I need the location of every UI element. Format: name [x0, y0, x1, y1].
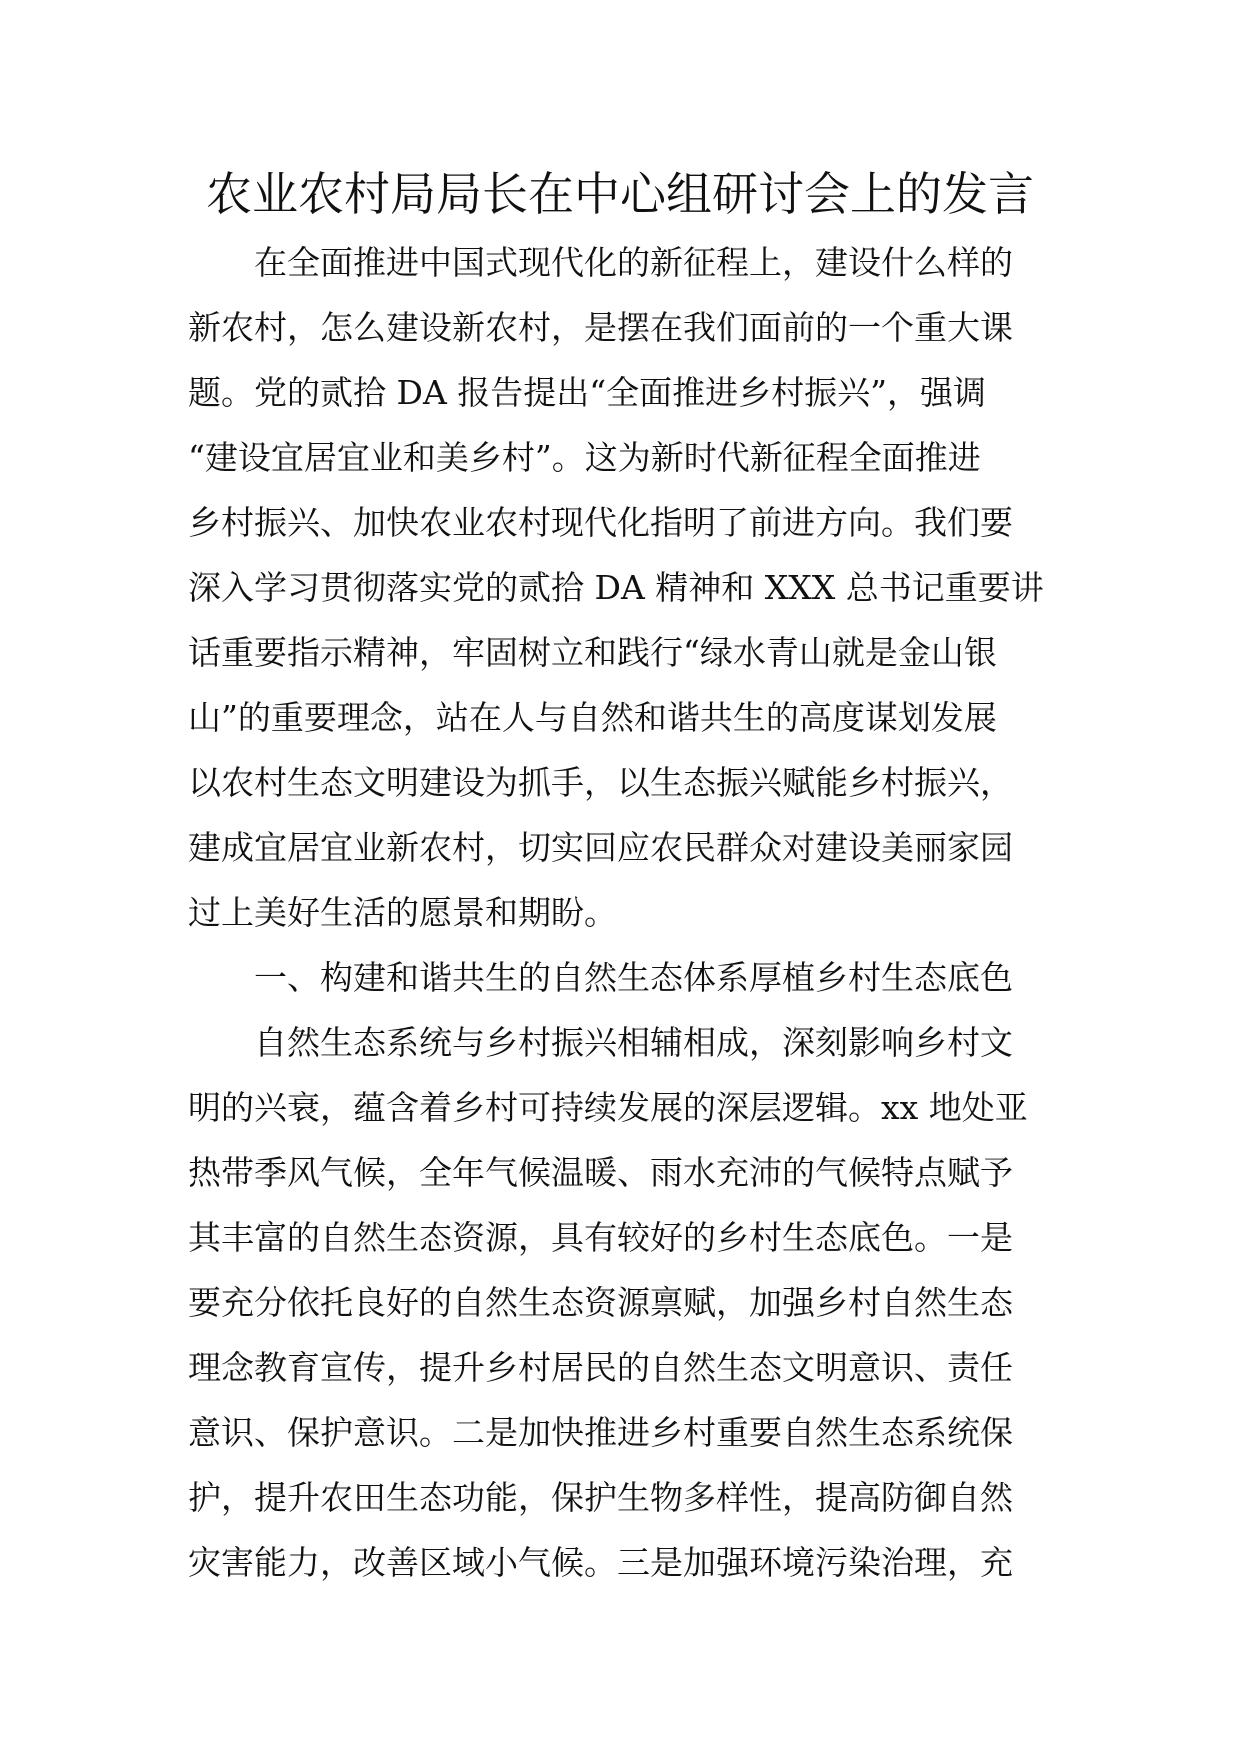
- section-1-heading: 一、构建和谐共生的自然生态体系厚植乡村生态底色: [254, 958, 1013, 997]
- section-1-line-1: 自然生态系统与乡村振兴相辅相成，深刻影响乡村文: [254, 1023, 1013, 1062]
- section-1-line-5: 要充分依托良好的自然生态资源禀赋，加强乡村自然生态: [188, 1283, 1013, 1322]
- section-1-line-7: 意识、保护意识。二是加快推进乡村重要自然生态系统保: [188, 1413, 1013, 1452]
- intro-line-2: 新农村，怎么建设新农村，是摆在我们面前的一个重大课: [188, 308, 1013, 347]
- section-1-line-6: 理念教育宣传，提升乡村居民的自然生态文明意识、责任: [188, 1348, 1013, 1387]
- section-1-line-2: 明的兴衰，蕴含着乡村可持续发展的深层逻辑。xx 地处亚: [188, 1088, 1028, 1127]
- intro-line-7: 话重要指示精神，牢固树立和践行“绿水青山就是金山银: [188, 633, 997, 672]
- document-body: [188, 230, 1060, 1595]
- section-1-paragraph: [188, 1010, 1060, 1595]
- intro-paragraph: [188, 230, 1060, 945]
- intro-line-6: 深入学习贯彻落实党的贰拾 DA 精神和 XXX 总书记重要讲: [188, 568, 1044, 607]
- intro-line-1: 在全面推进中国式现代化的新征程上，建设什么样的: [254, 243, 1013, 282]
- section-1-line-3: 热带季风气候，全年气候温暖、雨水充沛的气候特点赋予: [188, 1153, 1013, 1192]
- intro-line-8: 山”的重要理念，站在人与自然和谐共生的高度谋划发展: [188, 698, 997, 737]
- intro-line-5: 乡村振兴、加快农业农村现代化指明了前进方向。我们要: [188, 503, 1013, 542]
- document-title: 农业农村局局长在中心组研讨会上的发言: [206, 167, 1034, 221]
- intro-line-11: 过上美好生活的愿景和期盼。: [188, 893, 617, 932]
- section-1-line-4: 其丰富的自然生态资源，具有较好的乡村生态底色。一是: [188, 1218, 1013, 1257]
- intro-line-9: 以农村生态文明建设为抓手，以生态振兴赋能乡村振兴，: [188, 763, 1013, 802]
- section-1-line-8: 护，提升农田生态功能，保护生物多样性，提高防御自然: [188, 1478, 1013, 1517]
- intro-line-10: 建成宜居宜业新农村，切实回应农民群众对建设美丽家园: [188, 828, 1013, 867]
- section-1-line-9: 灾害能力，改善区域小气候。三是加强环境污染治理，充: [188, 1543, 1013, 1582]
- intro-line-3: 题。党的贰拾 DA 报告提出“全面推进乡村振兴”，强调: [188, 373, 987, 412]
- intro-line-4: “建设宜居宜业和美乡村”。这为新时代新征程全面推进: [188, 438, 981, 477]
